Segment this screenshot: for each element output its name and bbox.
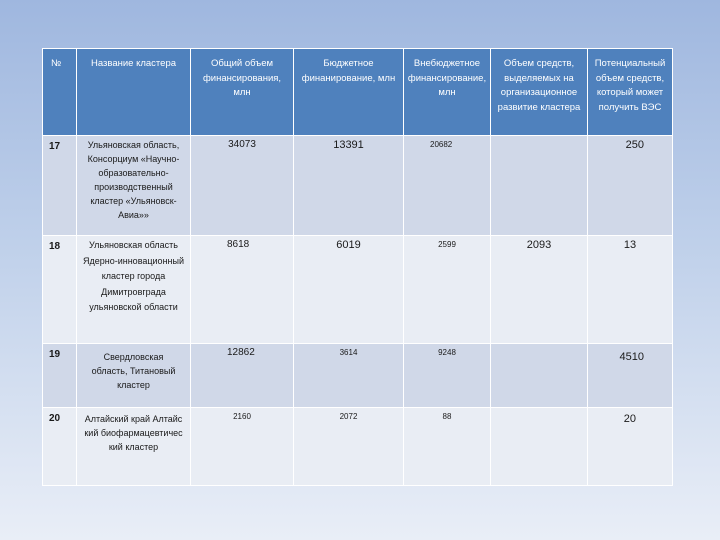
budget-funding: 2072 [294, 408, 404, 486]
potential-funds: 4510 [588, 344, 673, 408]
cluster-name: Ульяновская область, Консорциум «Научно-образовательно-производственный кластер «Ульяновск-Авиа»» [77, 136, 191, 236]
row-number: 17 [43, 136, 77, 236]
table-row [43, 408, 673, 486]
cluster-name: Свердловская область, Титановый кластер [77, 344, 191, 408]
header-total-funding: Общий объем финансирования, млн [191, 49, 294, 136]
cluster-name: Ульяновская область Ядерно-инновационный кластер города Димитровграда ульяновской области [77, 236, 191, 344]
potential-funds: 250 [588, 136, 673, 236]
total-funding: 2160 [191, 408, 294, 486]
total-funding: 34073 [191, 136, 294, 236]
table-row [43, 136, 673, 236]
table-row [43, 236, 673, 344]
budget-funding: 3614 [294, 344, 404, 408]
extra-budget-funding: 2599 [404, 236, 491, 344]
row-number: 19 [43, 344, 77, 408]
row-number: 18 [43, 236, 77, 344]
row-number: 20 [43, 408, 77, 486]
header-number: № [43, 49, 77, 136]
org-development-funds [491, 344, 588, 408]
cluster-table-container [42, 48, 672, 485]
potential-funds: 20 [588, 408, 673, 486]
potential-funds: 13 [588, 236, 673, 344]
total-funding: 12862 [191, 344, 294, 408]
budget-funding: 13391 [294, 136, 404, 236]
header-budget-funding: Бюджетное финанирование, млн [294, 49, 404, 136]
budget-funding: 6019 [294, 236, 404, 344]
total-funding: 8618 [191, 236, 294, 344]
cluster-funding-table [42, 48, 673, 486]
table-row [43, 344, 673, 408]
org-development-funds: 2093 [491, 236, 588, 344]
cluster-name: Алтайский край Алтайский биофармацевтический кластер [77, 408, 191, 486]
header-cluster-name: Название кластера [77, 49, 191, 136]
extra-budget-funding: 9248 [404, 344, 491, 408]
header-potential-funds: Потенциальный объем средств, который может получить ВЭС [588, 49, 673, 136]
extra-budget-funding: 88 [404, 408, 491, 486]
header-org-development-funds: Объем средств, выделяемых на организационное развитие кластера [491, 49, 588, 136]
header-extra-budget-funding: Внебюджетное финансирование, млн [404, 49, 491, 136]
org-development-funds [491, 408, 588, 486]
extra-budget-funding: 20682 [404, 136, 491, 236]
table-header-row [43, 49, 673, 136]
org-development-funds [491, 136, 588, 236]
